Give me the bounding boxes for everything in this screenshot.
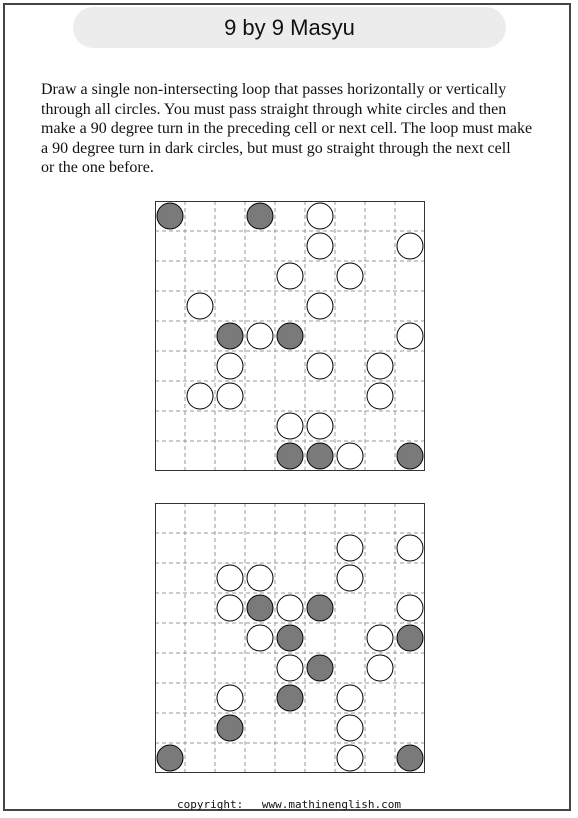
white-circle <box>337 715 363 741</box>
white-circle <box>397 535 423 561</box>
white-circle <box>277 595 303 621</box>
black-circle <box>397 625 423 651</box>
page-title: 9 by 9 Masyu <box>73 7 506 48</box>
white-circle <box>277 413 303 439</box>
white-circle <box>307 413 333 439</box>
white-circle <box>337 565 363 591</box>
black-circle <box>157 203 183 229</box>
white-circle <box>277 263 303 289</box>
instruction-line: make a 90 degree turn in the preceding cell or next cell. The loop must make <box>41 120 533 137</box>
white-circle <box>187 293 213 319</box>
white-circle <box>217 353 243 379</box>
white-circle <box>307 233 333 259</box>
white-circle <box>307 293 333 319</box>
instruction-line: through all circles. You must pass straight through white circles and then <box>41 100 507 118</box>
black-circle <box>217 323 243 349</box>
white-circle <box>367 353 393 379</box>
black-circle <box>247 595 273 621</box>
white-circle <box>217 595 243 621</box>
footer <box>0 798 578 811</box>
masyu-grid[interactable] <box>155 201 425 471</box>
white-circle <box>217 685 243 711</box>
website-link[interactable]: www.mathinenglish.com <box>261 798 401 811</box>
black-circle <box>277 625 303 651</box>
black-circle <box>307 655 333 681</box>
black-circle <box>277 443 303 469</box>
white-circle <box>337 745 363 771</box>
white-circle <box>247 323 273 349</box>
instruction-line: Draw a single non-intersecting loop that passes horizontally or vertically <box>41 81 507 98</box>
white-circle <box>367 383 393 409</box>
masyu-puzzle-2[interactable] <box>155 503 425 773</box>
white-circle <box>277 655 303 681</box>
white-circle <box>397 233 423 259</box>
instructions <box>41 80 551 178</box>
white-circle <box>307 353 333 379</box>
white-circle <box>217 383 243 409</box>
black-circle <box>277 685 303 711</box>
white-circle <box>367 655 393 681</box>
black-circle <box>397 443 423 469</box>
black-circle <box>397 745 423 771</box>
masyu-puzzle-1[interactable] <box>155 201 425 471</box>
white-circle <box>337 685 363 711</box>
black-circle <box>277 323 303 349</box>
masyu-grid[interactable] <box>155 503 425 773</box>
black-circle <box>217 715 243 741</box>
black-circle <box>307 443 333 469</box>
instruction-line: or the one before. <box>41 159 154 176</box>
white-circle <box>247 625 273 651</box>
white-circle <box>367 625 393 651</box>
white-circle <box>247 565 273 591</box>
white-circle <box>337 535 363 561</box>
white-circle <box>187 383 213 409</box>
white-circle <box>397 323 423 349</box>
black-circle <box>307 595 333 621</box>
white-circle <box>337 443 363 469</box>
white-circle <box>337 263 363 289</box>
white-circle <box>397 595 423 621</box>
instruction-line: a 90 degree turn in dark circles, but must go straight through the next cell <box>41 139 511 157</box>
copyright-label: copyright: <box>177 798 244 811</box>
black-circle <box>157 745 183 771</box>
white-circle <box>307 203 333 229</box>
white-circle <box>217 565 243 591</box>
black-circle <box>247 203 273 229</box>
